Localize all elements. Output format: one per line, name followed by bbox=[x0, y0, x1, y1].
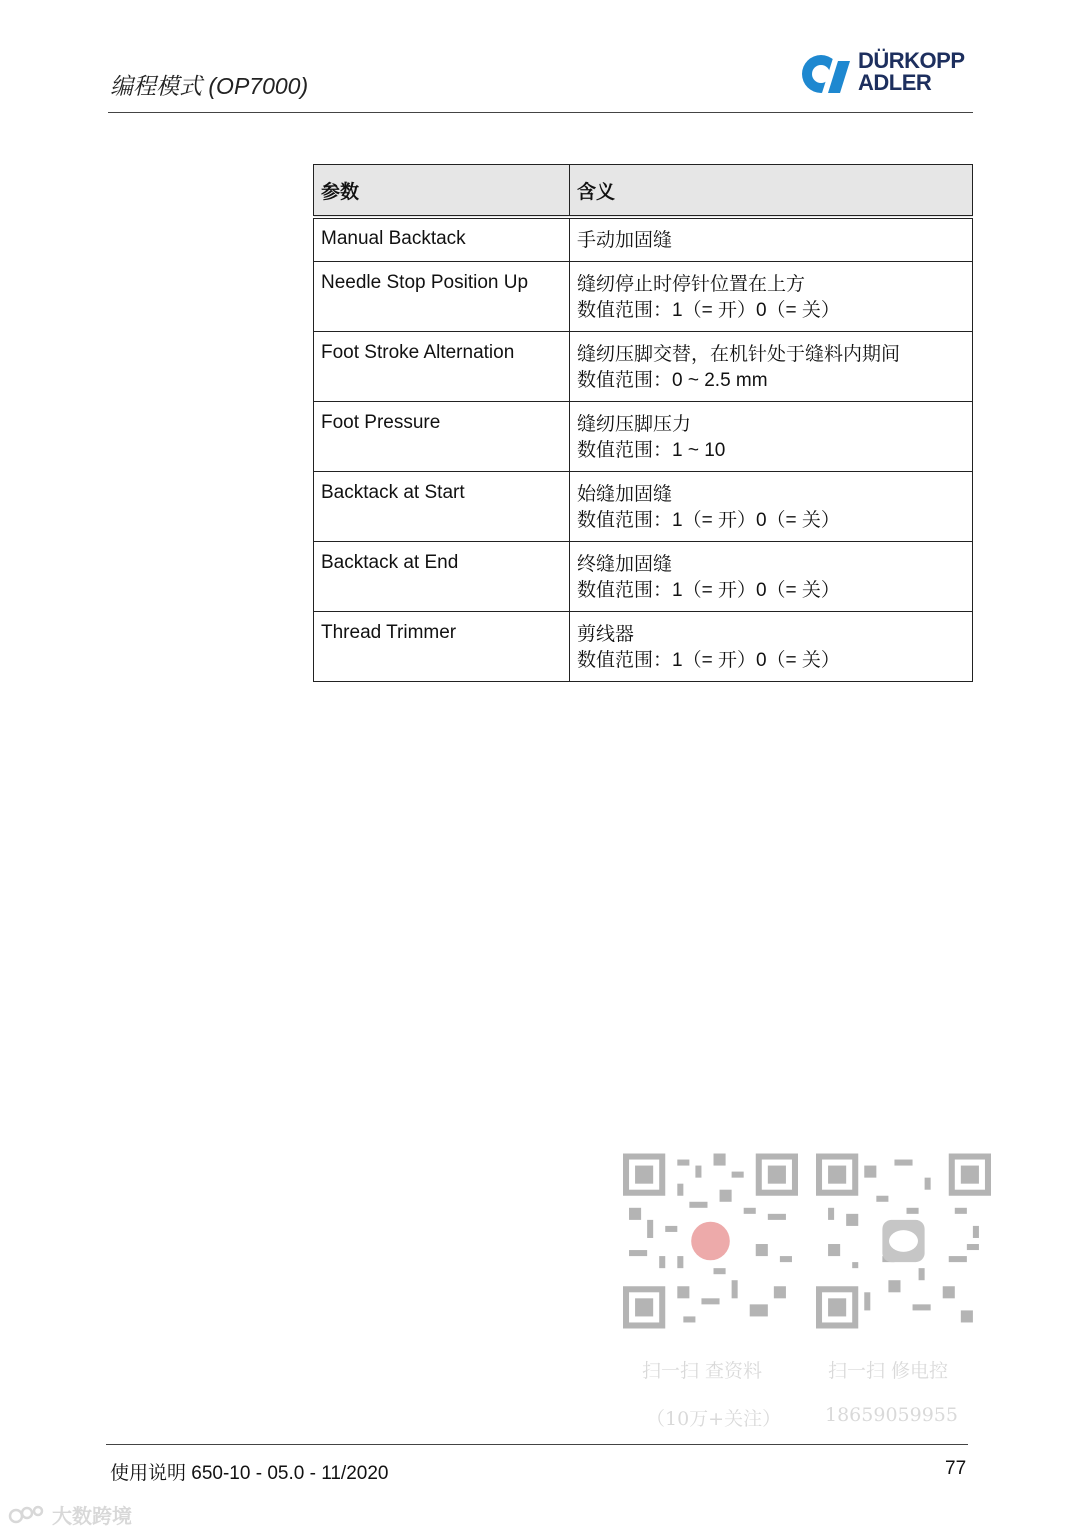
durkopp-adler-logo bbox=[800, 50, 976, 98]
qr-caption-2-sub: 18659059955 bbox=[825, 1404, 958, 1426]
footer-manual-info: 使用说明 650-10 - 05.0 - 11/2020 bbox=[110, 1463, 389, 1484]
page-number: 77 bbox=[945, 1458, 967, 1479]
value-range-line: 数值范围：0 ~ 2.5 mm bbox=[577, 369, 768, 391]
table-row bbox=[314, 611, 973, 681]
table-row bbox=[314, 331, 973, 401]
watermark-logo-icon bbox=[8, 1504, 48, 1526]
meaning-cell bbox=[570, 331, 973, 401]
meaning-cell bbox=[570, 261, 973, 331]
meaning-line: 终缝加固缝 bbox=[577, 553, 673, 575]
parameter-cell: Needle Stop Position Up bbox=[314, 261, 570, 331]
meaning-cell bbox=[570, 217, 973, 261]
parameter-cell: Foot Pressure bbox=[314, 401, 570, 471]
value-range-line: 数值范围：1 ~ 10 bbox=[577, 439, 726, 461]
meaning-line: 缝纫停止时停针位置在上方 bbox=[577, 273, 806, 295]
watermark-text: 大数跨境 bbox=[52, 1506, 132, 1528]
value-range-line: 数值范围：1（= 开）0（= 关） bbox=[577, 509, 840, 531]
parameter-table bbox=[313, 164, 973, 682]
logo-mark-icon bbox=[800, 53, 852, 95]
meaning-line: 剪线器 bbox=[577, 623, 635, 645]
meaning-cell bbox=[570, 541, 973, 611]
header-divider bbox=[108, 112, 973, 113]
qr-caption-1: 扫一扫 查资料 bbox=[642, 1360, 763, 1382]
page-header-title: 编程模式 (OP7000) bbox=[110, 73, 309, 99]
meaning-cell bbox=[570, 401, 973, 471]
meaning-cell bbox=[570, 471, 973, 541]
meaning-line: 始缝加固缝 bbox=[577, 483, 673, 505]
meaning-line: 缝纫压脚压力 bbox=[577, 413, 692, 435]
table-row bbox=[314, 261, 973, 331]
parameter-cell: Backtack at Start bbox=[314, 471, 570, 541]
qr-code-area bbox=[620, 1152, 1000, 1442]
column-header-parameter: 参数 bbox=[314, 165, 570, 218]
parameter-cell: Foot Stroke Alternation bbox=[314, 331, 570, 401]
table-row bbox=[314, 217, 973, 261]
table-row bbox=[314, 471, 973, 541]
logo-text bbox=[858, 50, 965, 94]
parameter-cell: Backtack at End bbox=[314, 541, 570, 611]
table-header-row bbox=[314, 165, 973, 218]
value-range-line: 数值范围：1（= 开）0（= 关） bbox=[577, 579, 840, 601]
table-row bbox=[314, 541, 973, 611]
meaning-cell bbox=[570, 611, 973, 681]
parameter-cell: Thread Trimmer bbox=[314, 611, 570, 681]
value-range-line: 数值范围：1（= 开）0（= 关） bbox=[577, 299, 840, 321]
column-header-meaning: 含义 bbox=[570, 165, 973, 218]
qr-code-icon[interactable] bbox=[623, 1152, 798, 1330]
logo-line2: ADLER bbox=[858, 70, 932, 95]
footer-divider bbox=[106, 1444, 968, 1445]
watermark bbox=[8, 1500, 132, 1529]
value-range-line: 数值范围：1（= 开）0（= 关） bbox=[577, 649, 840, 671]
qr-caption-2: 扫一扫 修电控 bbox=[828, 1360, 949, 1382]
table-row bbox=[314, 401, 973, 471]
qr-code-icon[interactable] bbox=[816, 1152, 991, 1330]
meaning-line: 手动加固缝 bbox=[577, 230, 673, 251]
qr-caption-1-sub: （10万+关注） bbox=[646, 1408, 782, 1430]
meaning-line: 缝纫压脚交替，在机针处于缝料内期间 bbox=[577, 343, 901, 365]
logo-line1: DÜRKOPP bbox=[858, 48, 965, 73]
parameter-cell: Manual Backtack bbox=[314, 217, 570, 261]
